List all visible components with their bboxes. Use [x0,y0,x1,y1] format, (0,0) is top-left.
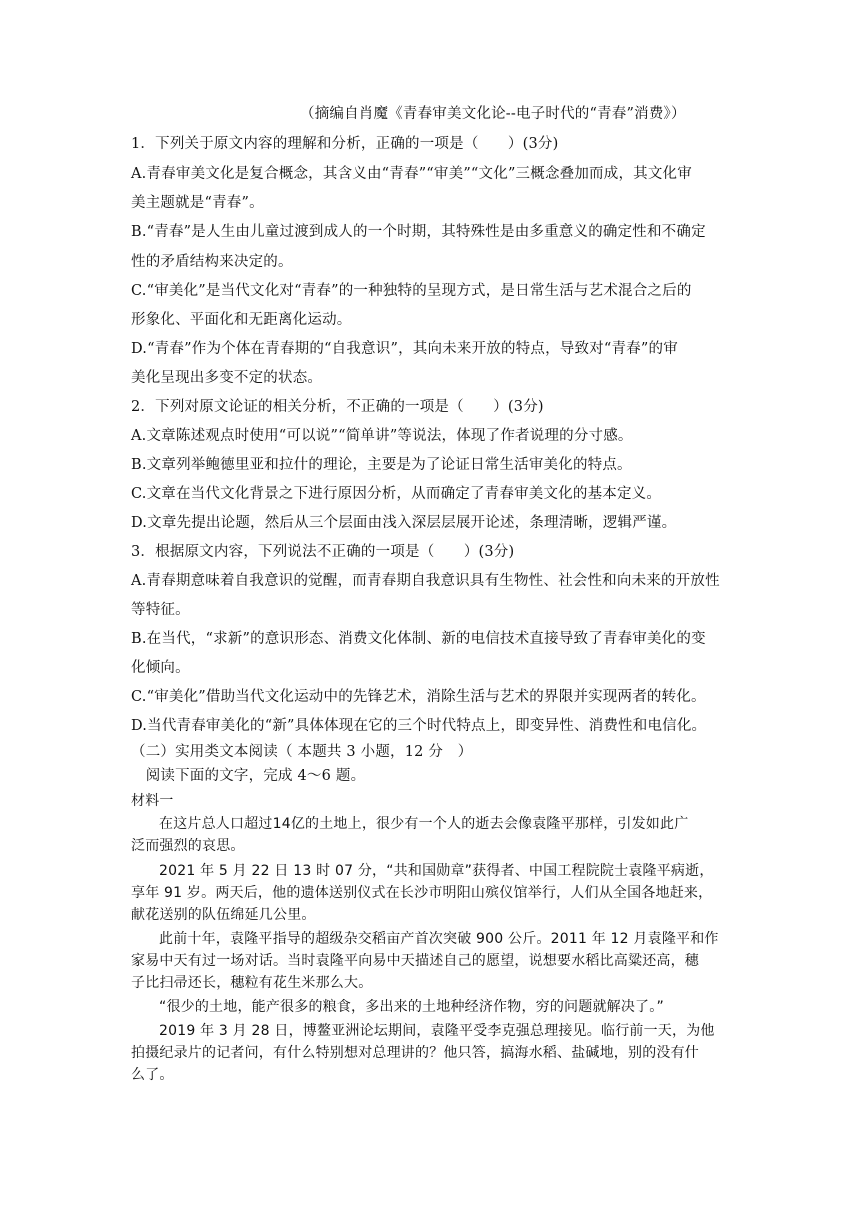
material-paragraph-3-cont-1: 家易中天有过一场对话。当时袁隆平向易中天描述自己的愿望，说想要水稻比高粱还高，穗 [131,953,699,969]
question-3-stem: 3．根据原文内容，下列说法不正确的一项是（ ）(3分) [131,544,515,560]
question-1-option-b-cont: 性的矛盾结构来决定的。 [131,254,293,270]
question-1-option-c: C.“审美化”是当代文化对“青春”的一种独特的呈现方式，是日常生活与艺术混合之后的 [131,283,692,299]
question-1-option-a: A.青春审美文化是复合概念，其含义由“青春”“审美”“文化”三概念叠加而成，其文化审 [131,166,692,182]
material-paragraph-2: 2021 年 5 月 22 日 13 时 07 分，“共和国勋章”获得者、中国工程院院士袁隆平病逝， [159,863,714,879]
material-paragraph-1: 在这片总人口超过14亿的土地上，很少有一个人的逝去会像袁隆平那样，引发如此广 [159,816,689,832]
question-2-option-b: B.文章列举鲍德里亚和拉什的理论，主要是为了论证日常生活审美化的特点。 [131,457,632,473]
question-1-stem: 1．下列关于原文内容的理解和分析，正确的一项是（ ）(3分) [131,136,559,152]
question-2-stem: 2．下列对原文论证的相关分析，不正确的一项是（ ）(3分) [131,399,544,415]
question-1-option-a-cont: 美主题就是“青春”。 [131,195,264,211]
material-paragraph-2-cont-1: 享年 91 岁。两天后，他的遗体送别仪式在长沙市明阳山殡仪馆举行，人们从全国各地赶来， [131,885,713,901]
question-3-option-c: C.“审美化”借助当代文化运动中的先锋艺术，消除生活与艺术的界限并实现两者的转化。 [131,689,706,705]
question-3-option-b-cont: 化倾向。 [131,660,190,676]
question-2-option-a: A.文章陈述观点时使用“可以说”“简单讲”等说法，体现了作者说理的分寸感。 [131,428,633,444]
question-3-option-a: A.青春期意味着自我意识的觉醒，而青春期自我意识具有生物性、社会性和向未来的开放性 [131,573,720,589]
question-2-option-c: C.文章在当代文化背景之下进行原因分析，从而确定了青春审美文化的基本定义。 [131,486,662,502]
question-3-option-d: D.当代青春审美化的“新”具体体现在它的三个时代特点上，即变异性、消费性和电信化。 [131,718,707,734]
material-label: 材料一 [131,793,174,809]
question-3-option-b: B.在当代，“求新”的意识形态、消费文化体制、新的电信技术直接导致了青春审美化的变 [131,631,706,647]
reading-instruction: 阅读下面的文字，完成 4～6 题。 [131,768,366,784]
section-2-heading: （二）实用类文本阅读（ 本题共 3 小题，12 分 ） [131,744,473,760]
question-1-option-b: B.“青春”是人生由儿童过渡到成人的一个时期，其特殊性是由多重意义的确定性和不确定 [131,224,706,240]
material-paragraph-5-cont-1: 拍摄纪录片的记者问，有什么特别想对总理讲的？他只答，搞海水稻、盐碱地，别的没有什 [131,1045,699,1061]
material-paragraph-5: 2019 年 3 月 28 日，博鳌亚洲论坛期间，袁隆平受李克强总理接见。临行前一天，为他 [159,1023,715,1039]
material-paragraph-3: 此前十年，袁隆平指导的超级杂交稻亩产首次突破 900 公斤。2011 年 12 月袁隆平和作 [159,931,719,947]
material-paragraph-3-cont-2: 子比扫帚还长，穗粒有花生米那么大。 [131,975,373,991]
question-3-option-a-cont: 等特征。 [131,602,190,618]
material-paragraph-5-cont-2: 么了。 [131,1067,174,1083]
material-paragraph-4: “很少的土地，能产很多的粮食，多出来的土地种经济作物，穷的问题就解决了。” [159,999,664,1015]
material-paragraph-2-cont-2: 献花送别的队伍绵延几公里。 [131,907,316,923]
question-2-option-d: D.文章先提出论题，然后从三个层面由浅入深层层展开论述，条理清晰，逻辑严谨。 [131,515,677,531]
question-1-option-c-cont: 形象化、平面化和无距离化运动。 [131,312,352,328]
question-1-option-d: D.“青春”作为个体在青春期的“自我意识”，其向未来开放的特点，导致对“青春”的审 [131,341,678,357]
question-1-option-d-cont: 美化呈现出多变不定的状态。 [131,370,323,386]
material-paragraph-1-cont: 泛而强烈的哀思。 [131,838,245,854]
source-citation: （摘编自肖魔《青春审美文化论--电子时代的“青春”消费》） [300,106,686,122]
